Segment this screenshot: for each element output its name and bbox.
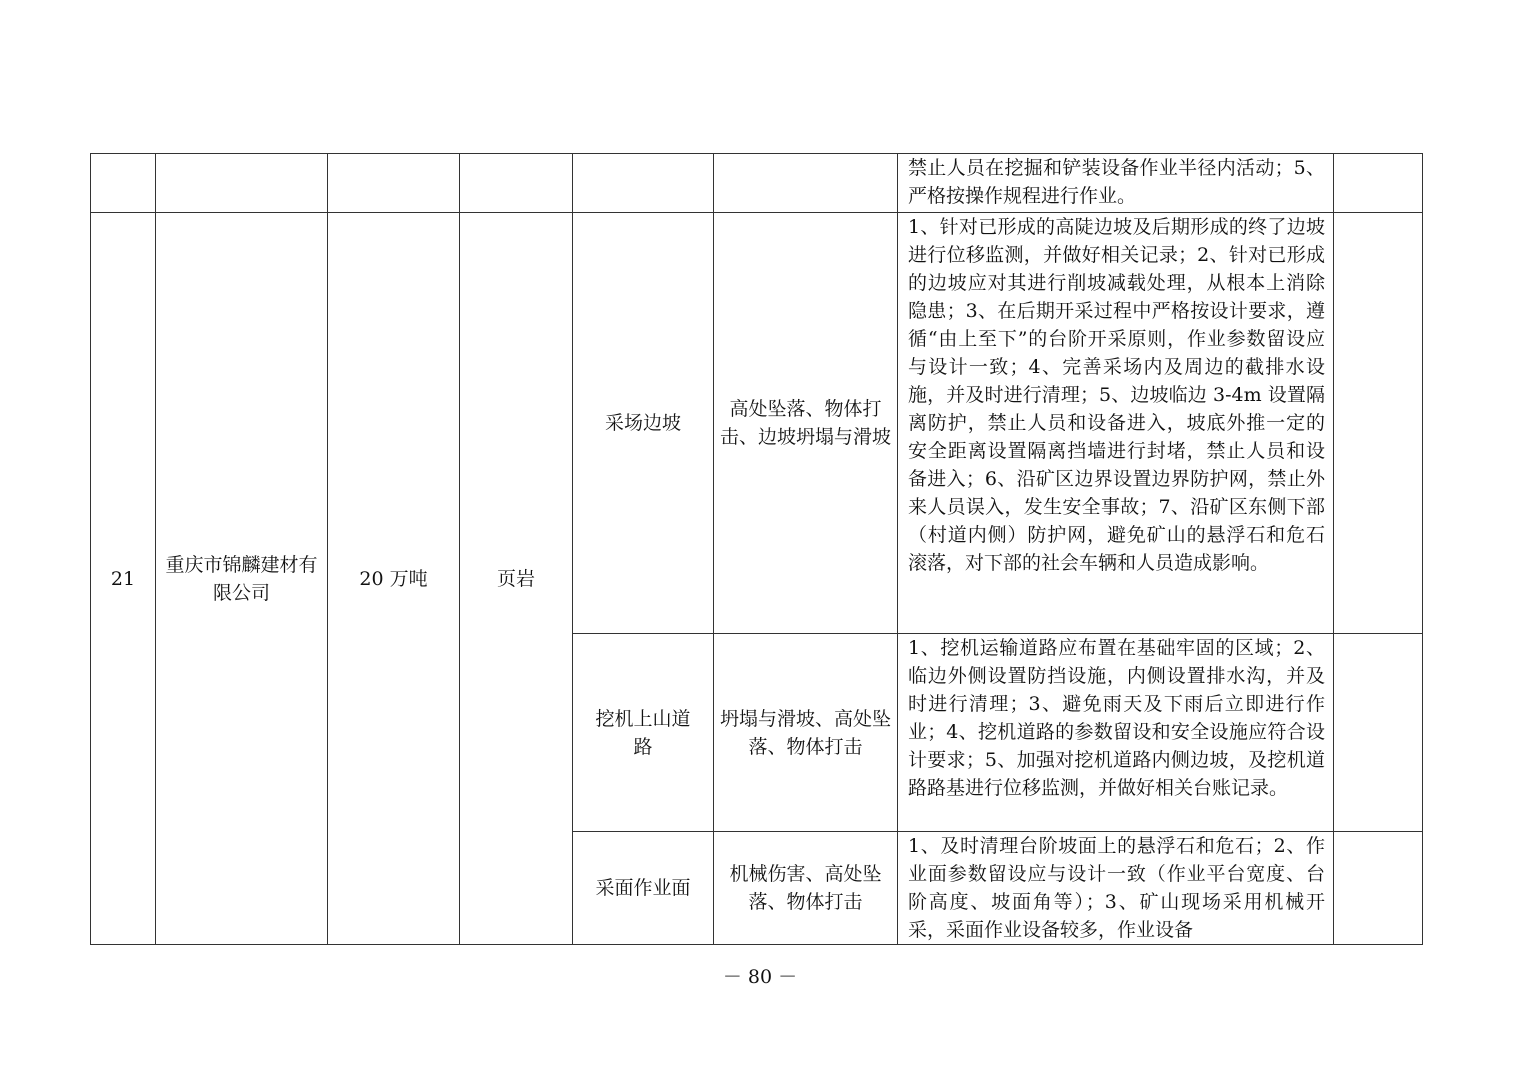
table-row	[91, 213, 1423, 634]
measures-cell: 1、及时清理台阶坡面上的悬浮石和危石；2、作业面参数留设应与设计一致（作业平台宽度、台阶高度、坡面角等）；3、矿山现场采用机械开采，采面作业设备较多，作业设备	[898, 832, 1334, 945]
measures-cell: 1、针对已形成的高陡边坡及后期形成的终了边坡进行位移监测，并做好相关记录；2、针对已形成的边坡应对其进行削坡减载处理，从根本上消除隐患；3、在后期开采过程中严格按设计要求，遵循“由上至下”的台阶开采原则，作业参数留设应与设计一致；4、完善采场内及周边的截排水设施，并及时进行清理；5、边坡临边 3-4m 设置隔离防护，禁止人员和设备进入，坡底外推一定的安全距离设置隔离挡墙进行封堵，禁止人员和设备进入；6、沿矿区边界设置边界防护网，禁止外来人员误入，发生安全事故；7、沿矿区东侧下部（村道内侧）防护网，避免矿山的悬浮石和危石滚落，对下部的社会车辆和人员造成影响。	[898, 213, 1334, 634]
measures-cell: 禁止人员在挖掘和铲装设备作业半径内活动；5、严格按操作规程进行作业。	[898, 154, 1334, 213]
mineral-cell: 页岩	[460, 213, 573, 945]
remark-cell	[1334, 213, 1423, 634]
location-cell: 采面作业面	[573, 832, 714, 945]
location-cell: 采场边坡	[573, 213, 714, 634]
remark-cell	[1334, 832, 1423, 945]
scale-cell: 20 万吨	[328, 213, 460, 945]
page-number: － 80 －	[722, 966, 798, 988]
measures-cell: 1、挖机运输道路应布置在基础牢固的区域；2、临边外侧设置防挡设施，内侧设置排水沟，并及时进行清理；3、避免雨天及下雨后立即进行作业；4、挖机道路的参数留设和安全设施应符合设计要求；5、加强对挖机道路内侧边坡，及挖机道路路基进行位移监测，并做好相关台账记录。	[898, 634, 1334, 832]
table-row	[91, 154, 1423, 213]
remark-cell	[1334, 154, 1423, 213]
remark-cell	[1334, 634, 1423, 832]
no-cell: 21	[91, 213, 156, 945]
company-cell	[156, 154, 328, 213]
location-cell	[573, 154, 714, 213]
hazard-cell	[714, 154, 898, 213]
location-cell: 挖机上山道路	[573, 634, 714, 832]
scale-cell	[328, 154, 460, 213]
hazard-cell: 高处坠落、物体打击、边坡坍塌与滑坡	[714, 213, 898, 634]
hazard-cell: 坍塌与滑坡、高处坠落、物体打击	[714, 634, 898, 832]
company-cell: 重庆市锦麟建材有限公司	[156, 213, 328, 945]
hazard-table	[90, 153, 1423, 945]
hazard-cell: 机械伤害、高处坠落、物体打击	[714, 832, 898, 945]
mineral-cell	[460, 154, 573, 213]
no-cell	[91, 154, 156, 213]
